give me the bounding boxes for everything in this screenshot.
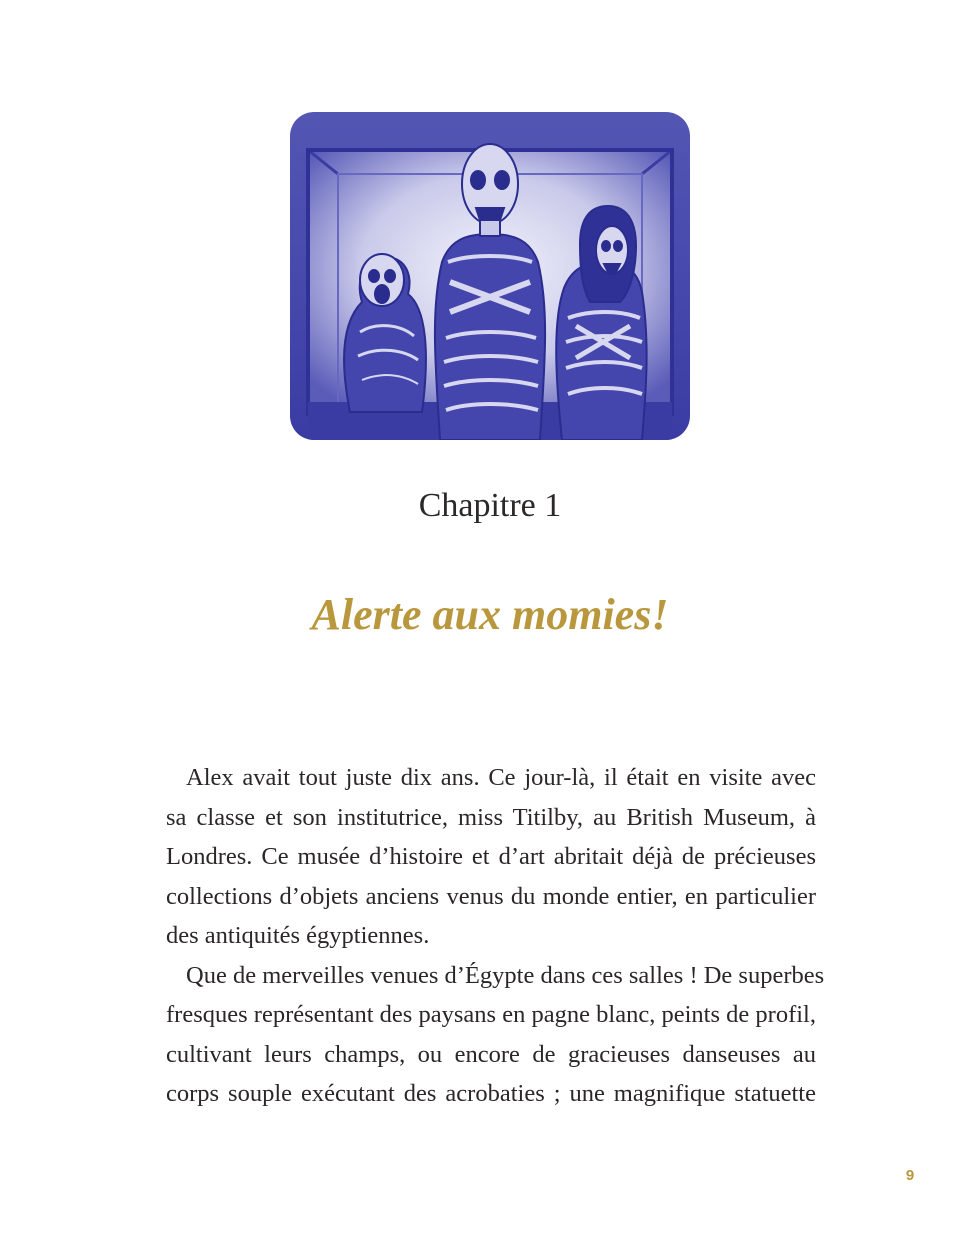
body-line: fresques représentant des paysans en pagne blanc, peints de profil, xyxy=(166,1001,816,1028)
body-text xyxy=(166,758,825,1114)
page-number: 9 xyxy=(905,1167,915,1184)
chapter-title: Alerte aux momies! xyxy=(311,590,669,639)
chapter-number: Chapitre 1 xyxy=(418,487,562,524)
mummies-display-case-illustration xyxy=(290,112,690,440)
body-line: sa classe et son institutrice, miss Titilby, au British Museum, à xyxy=(166,803,816,831)
chapter-illustration xyxy=(290,112,690,440)
body-line: des antiquités égyptiennes. xyxy=(166,922,430,949)
body-line: cultivant leurs champs, ou encore de gracieuses danseuses au xyxy=(166,1040,816,1068)
body-line: corps souple exécutant des acrobaties ; une magnifique statuette xyxy=(166,1080,816,1107)
body-line: collections d’objets anciens venus du monde entier, en particulier xyxy=(166,882,816,910)
body-line: Londres. Ce musée d’histoire et d’art abritait déjà de précieuses xyxy=(166,843,816,870)
body-line: Alex avait tout juste dix ans. Ce jour-là, il était en visite avec xyxy=(186,764,816,791)
body-line: Que de merveilles venues d’Égypte dans ces salles ! De superbes xyxy=(186,961,825,989)
